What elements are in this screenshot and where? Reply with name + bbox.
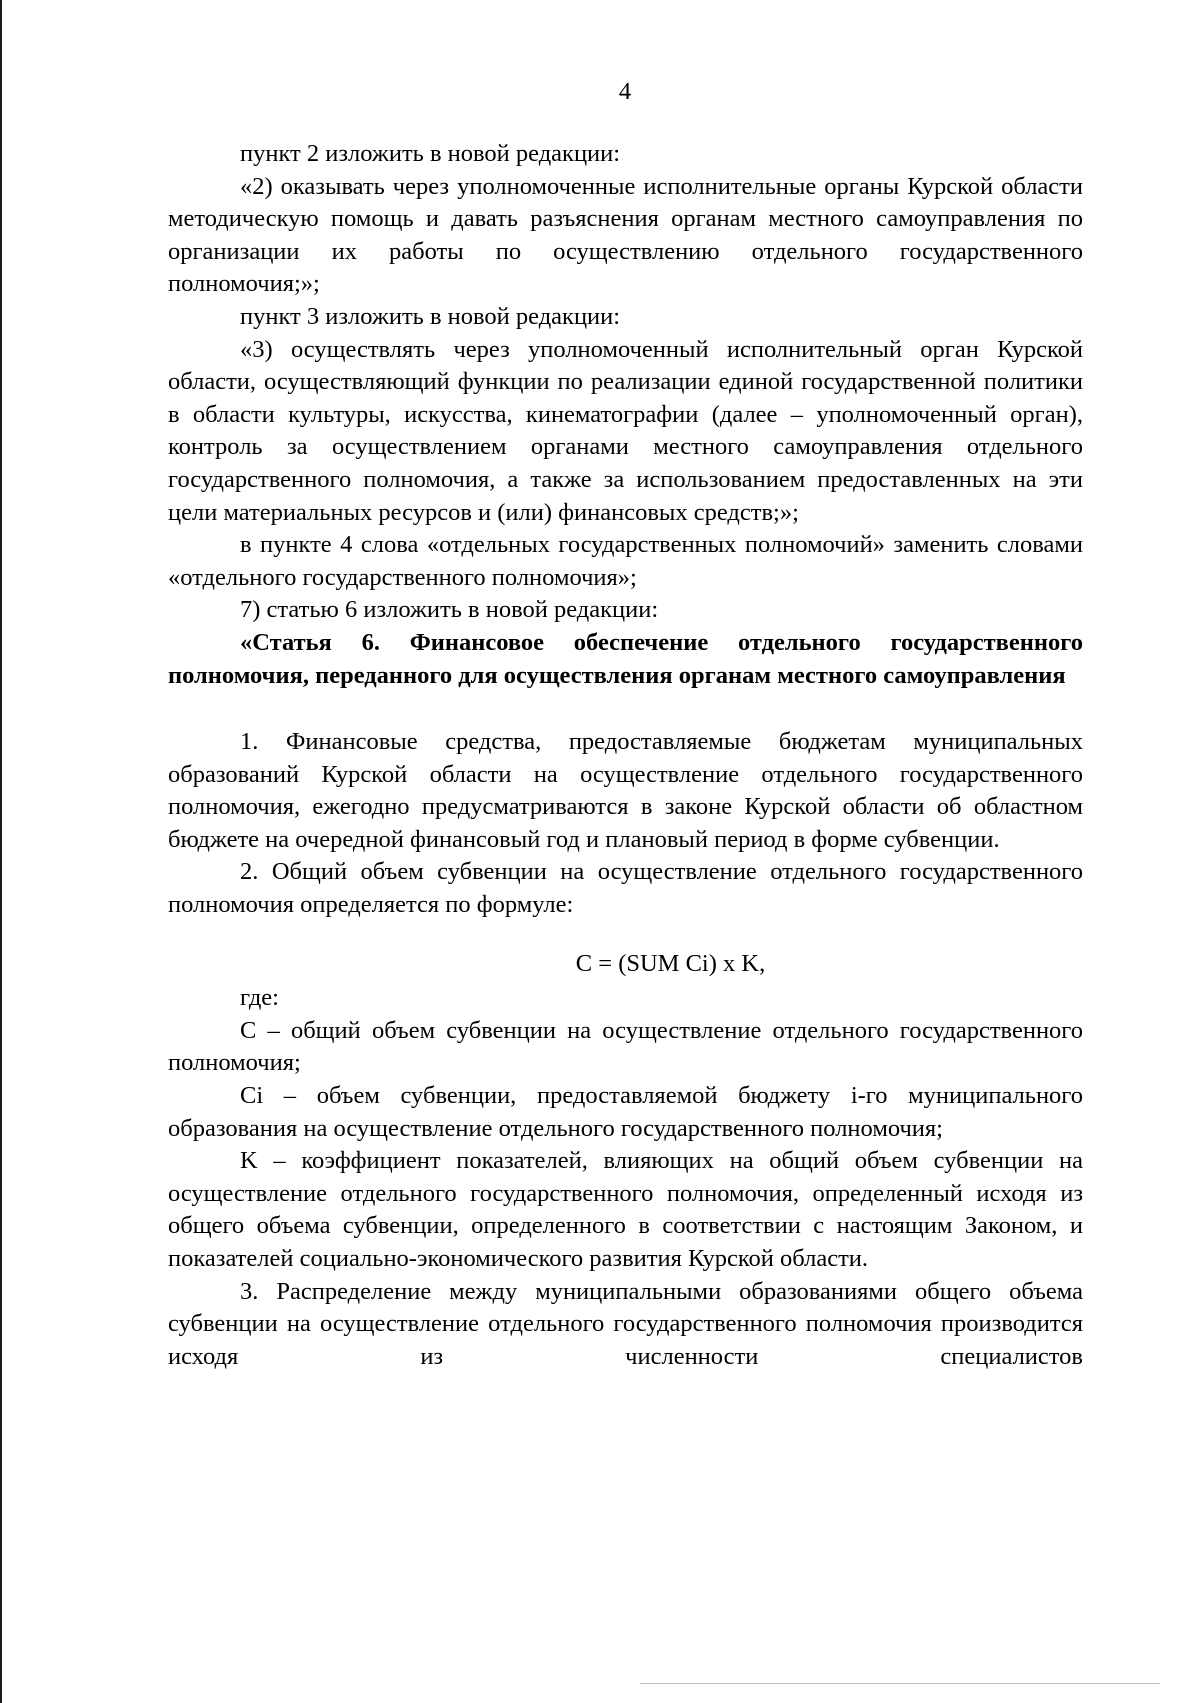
article-6-item-2: 2. Общий объем субвенции на осуществление отдельного государственного полномочия определяется по формуле:	[168, 858, 1083, 919]
article-6-item-1: 1. Финансовые средства, предоставляемые бюджетам муниципальных образований Курской области на осуществление отдельного государственного полномочия, ежегодно предусматриваются в законе Курской области об областном бюджете на очередной финансовый год и плановый период в форме субвенции.	[168, 728, 1083, 853]
formula-def-c: C – общий объем субвенции на осуществление отдельного государственного полномочия;	[168, 1016, 1083, 1077]
paragraph-amend-point-2: пункт 2 изложить в новой редакции:	[240, 140, 621, 167]
paragraph-amend-point-3: пункт 3 изложить в новой редакции:	[240, 302, 621, 330]
paragraph-point-2-text: «2) оказывать через уполномоченные исполнительные органы Курской области методическую помощь и давать разъяснения органам местного самоуправления по организации их работы по осуществлению отдельного государственного полномочия;»;	[168, 172, 1083, 298]
page-number: 4	[618, 78, 632, 105]
paragraph-article-6-intro: 7) статью 6 изложить в новой редакции:	[240, 596, 659, 624]
article-6-heading: «Статья 6. Финансовое обеспечение отдельного государственного полномочия, переданного для осуществления органам местного самоуправления	[168, 628, 1083, 689]
formula-def-ci: Ci – объем субвенции, предоставляемой бюджету i-го муниципального образования на осуществление отдельного государственного полномочия;	[168, 1082, 1083, 1142]
scan-edge-bottom	[640, 1683, 1160, 1684]
formula-where: где:	[240, 984, 279, 1012]
scan-edge-left	[0, 0, 2, 1703]
paragraph-point-4-change: в пункте 4 слова «отдельных государственных полномочий» заменить словами «отдельного государственного полномочия»;	[168, 531, 1083, 591]
article-6-item-3: 3. Распределение между муниципальными образованиями общего объема субвенции на осуществление отдельного государственного полномочия производится исходя из численности специалистов	[168, 1277, 1083, 1370]
formula: C = (SUM Ci) x K,	[575, 949, 766, 977]
paragraph-point-3-text: «3) осуществлять через уполномоченный исполнительный орган Курской области, осуществляющий функции по реализации единой государственной политики в области культуры, искусства, кинематографии (далее – уполномоченный орган), контроль за осуществлением органами местного самоуправления отдельного государственного полномочия, а также за использованием предоставленных на эти цели материальных ресурсов и (или) финансовых средств;»;	[168, 335, 1083, 526]
formula-def-k: K – коэффициент показателей, влияющих на общий объем субвенции на осуществление отдельного государственного полномочия, определенный исходя из общего объема субвенции, определенного в соответствии с настоящим Законом, и показателей социально-экономического развития Курской области.	[168, 1147, 1083, 1272]
document-body	[168, 138, 1083, 1373]
